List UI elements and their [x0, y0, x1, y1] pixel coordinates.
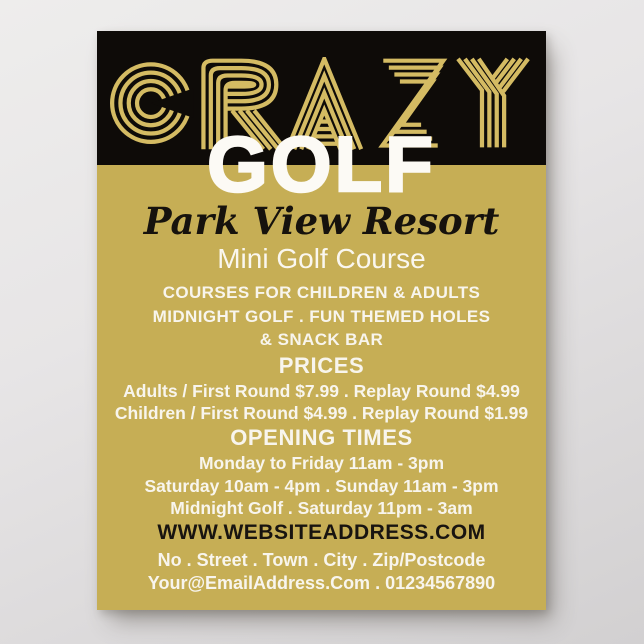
website-address: WWW.WEBSITEADDRESS.COM	[157, 521, 486, 544]
prices-list	[97, 381, 546, 424]
opening-line: Midnight Golf . Saturday 11pm - 3am	[170, 498, 473, 518]
opening-times-heading: OPENING TIMES	[230, 425, 413, 450]
features-list	[97, 281, 546, 352]
feature-line: & SNACK BAR	[259, 330, 384, 349]
course-subtitle: Mini Golf Course	[217, 243, 426, 274]
opening-times-list	[97, 452, 546, 520]
price-line-adults: Adults / First Round $7.99 . Replay Round $4.99	[123, 381, 520, 401]
feature-line: MIDNIGHT GOLF . FUN THEMED HOLES	[152, 306, 491, 326]
flyer-poster	[97, 31, 546, 610]
opening-line: Monday to Friday 11am - 3pm	[198, 453, 445, 473]
price-line-children: Children / First Round $4.99 . Replay Round $1.99	[114, 402, 529, 423]
opening-line: Saturday 10am - 4pm . Sunday 11am - 3pm	[144, 475, 499, 496]
prices-heading: PRICES	[278, 353, 365, 378]
feature-line: COURSES FOR CHILDREN & ADULTS	[162, 283, 481, 302]
street-address: No . Street . Town . City . Zip/Postcode	[157, 550, 486, 570]
contact-details: Your@EmailAddress.Com . 01234567890	[147, 573, 496, 593]
resort-name: Park View Resort	[143, 199, 500, 243]
golf-headline: GOLF	[207, 120, 436, 208]
